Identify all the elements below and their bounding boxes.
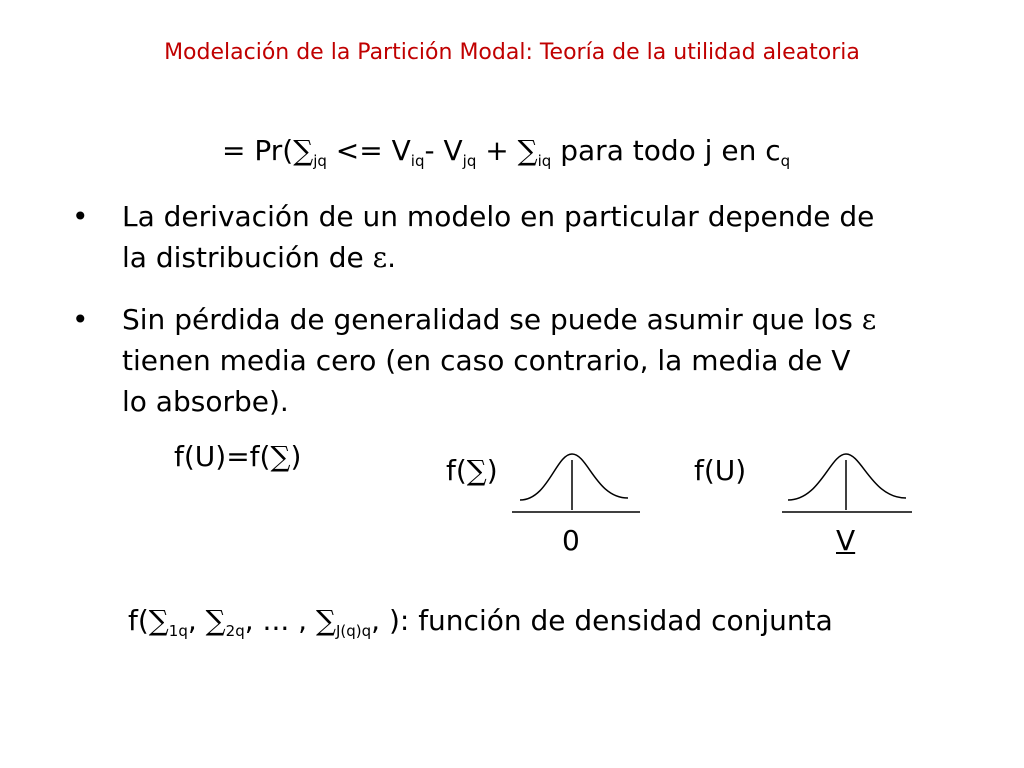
sigma-symbol: ∑ — [517, 134, 538, 167]
bullet-dot: • — [72, 303, 89, 336]
bullet-line — [122, 237, 962, 278]
equation-subscript: iq — [410, 152, 425, 170]
equation-operator: - V — [424, 134, 463, 167]
utility-density-curve — [782, 448, 918, 518]
label-text: ) — [486, 454, 498, 487]
fu-equals-f-sigma — [174, 440, 301, 473]
epsilon-symbol: ε — [372, 241, 388, 274]
joint-subscript: J(q)q — [335, 622, 372, 640]
equation-operator: <= V — [326, 134, 411, 167]
bullet-line-text: . — [387, 241, 397, 274]
bullet-text — [122, 196, 962, 278]
joint-subscript: 2q — [225, 622, 245, 640]
sigma-symbol: ∑ — [148, 604, 169, 637]
joint-subscript: 1q — [168, 622, 188, 640]
bullet-line-text: Sin pérdida de generalidad se puede asumir que los — [122, 303, 862, 336]
equation-subscript: q — [780, 152, 791, 170]
label-text: f( — [446, 454, 467, 487]
joint-density-line — [128, 604, 833, 640]
joint-text: f( — [128, 604, 149, 637]
slide-title: Modelación de la Partición Modal: Teoría de la utilidad aleatoria — [164, 40, 860, 65]
sigma-symbol: ∑ — [293, 134, 314, 167]
equation-subscript: jq — [462, 152, 477, 170]
sigma-symbol: ∑ — [466, 454, 487, 487]
bullet-line: lo absorbe). — [122, 385, 289, 418]
joint-text: , — [187, 604, 206, 637]
error-density-curve — [508, 448, 644, 518]
bullet-line — [122, 299, 962, 340]
equation-lead: = Pr( — [222, 134, 294, 167]
axis-label-v: V — [836, 524, 856, 557]
label-text: ) — [290, 440, 302, 473]
bullet-dot: • — [72, 200, 89, 233]
bell-curve — [520, 454, 628, 500]
sigma-symbol: ∑ — [315, 604, 336, 637]
sigma-symbol: ∑ — [270, 440, 291, 473]
f-sigma-label — [446, 454, 498, 487]
bullet-line: tienen media cero (en caso contrario, la media de V — [122, 344, 851, 377]
bullet-line-text: la distribución de — [122, 241, 373, 274]
axis-label-zero: 0 — [562, 524, 580, 557]
equation-subscript: iq — [537, 152, 552, 170]
label-text: f(U)=f( — [174, 440, 271, 473]
bullet-text — [122, 299, 962, 422]
bullet-line: La derivación de un modelo en particular depende de — [122, 200, 875, 233]
probability-equation — [222, 134, 790, 170]
equation-tail: para todo j en c — [551, 134, 781, 167]
sigma-symbol: ∑ — [205, 604, 226, 637]
joint-text: , ... , — [244, 604, 316, 637]
bell-curve — [788, 454, 906, 500]
equation-operator: + — [476, 134, 518, 167]
equation-subscript: jq — [313, 152, 327, 170]
f-u-label: f(U) — [694, 454, 747, 487]
joint-text: ): función de densidad conjunta — [388, 604, 833, 637]
joint-text: , — [371, 604, 389, 637]
epsilon-symbol: ε — [861, 303, 877, 336]
